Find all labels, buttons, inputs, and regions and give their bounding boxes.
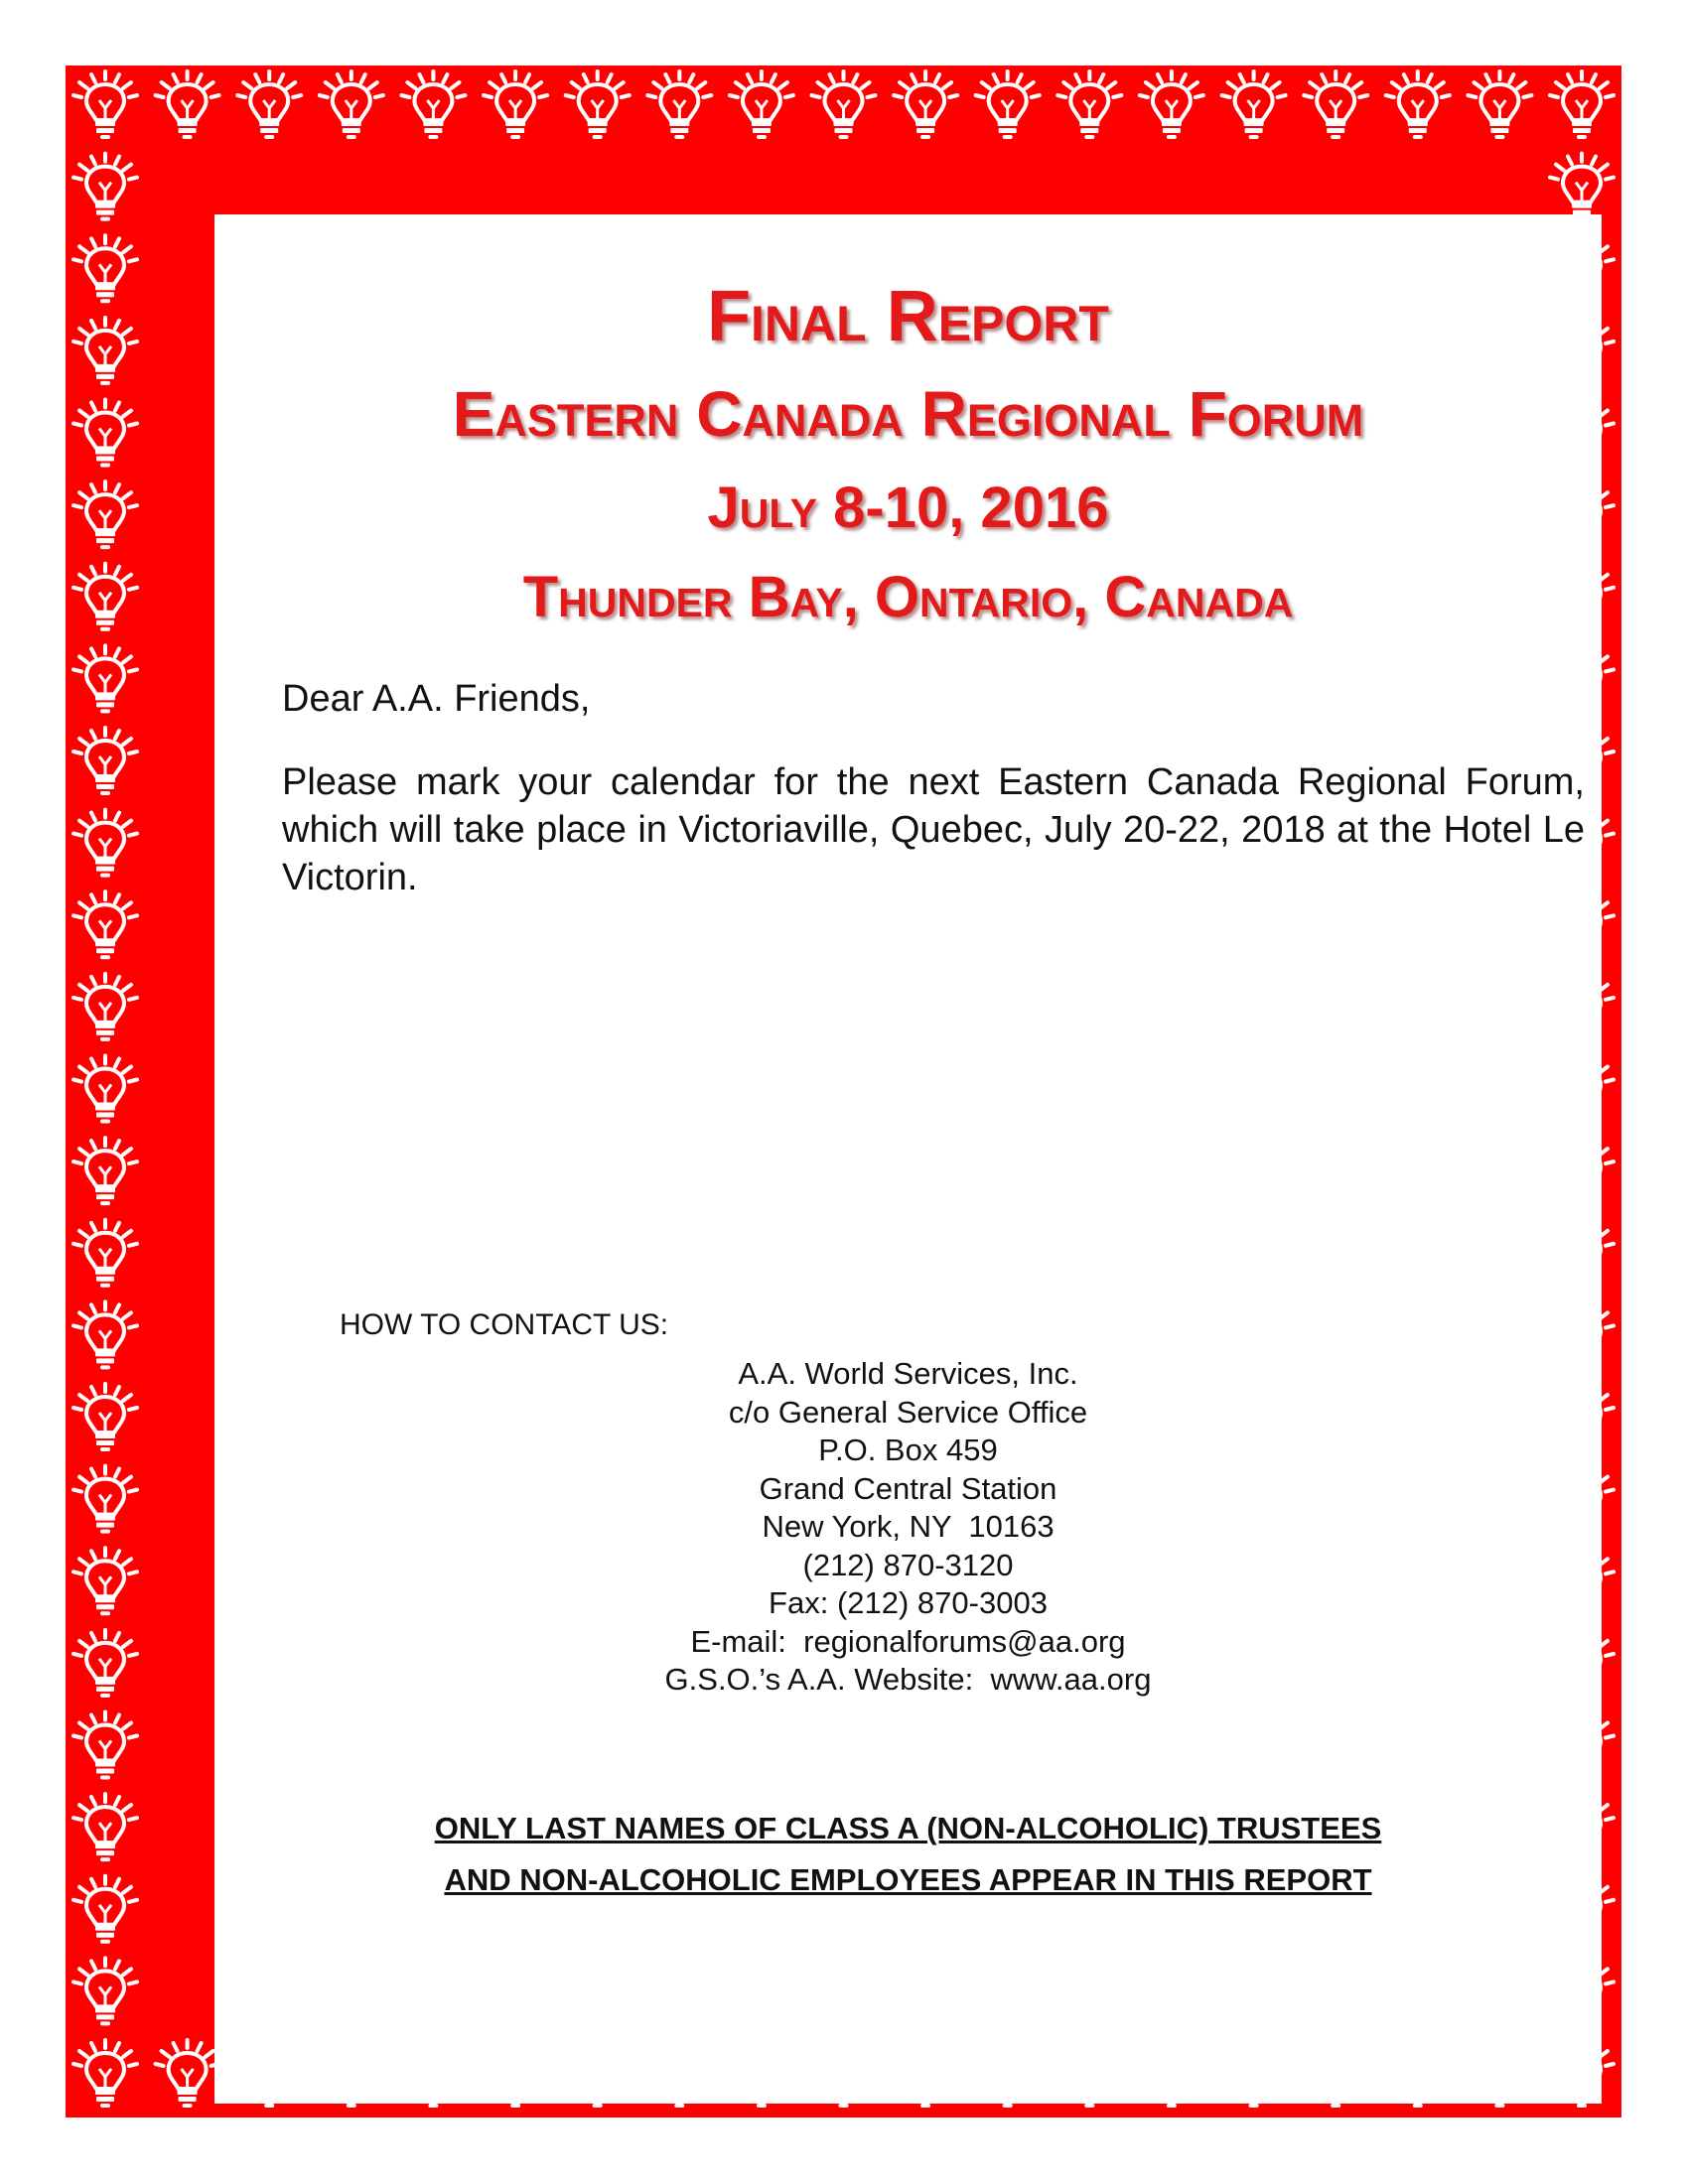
light-bulb-icon <box>320 71 383 139</box>
light-bulb-icon <box>73 1548 137 1615</box>
light-bulb-icon <box>73 1958 137 2025</box>
contact-phone: (212) 870-3120 <box>802 1547 1014 1582</box>
light-bulb-icon <box>73 810 137 878</box>
light-bulb-icon <box>73 1384 137 1451</box>
content-area <box>214 214 1602 2104</box>
contact-line: New York, NY 10163 <box>762 1509 1055 1544</box>
light-bulb-icon <box>73 1138 137 1205</box>
contact-fax: Fax: (212) 870-3003 <box>769 1585 1048 1620</box>
contact-line: Grand Central Station <box>759 1470 1057 1506</box>
decorative-border <box>66 66 1621 2117</box>
light-bulb-icon <box>484 71 547 139</box>
forum-dates: July 8-10, 2016 <box>707 476 1109 540</box>
light-bulb-icon <box>73 645 137 713</box>
contact-address <box>214 1355 1602 1700</box>
light-bulb-icon <box>1057 71 1121 139</box>
contact-email: E-mail: regionalforums@aa.org <box>690 1623 1126 1659</box>
light-bulb-icon <box>73 400 137 468</box>
light-bulb-icon <box>73 71 137 139</box>
contact-website: G.S.O.’s A.A. Website: www.aa.org <box>664 1662 1152 1697</box>
notice-line-1: ONLY LAST NAMES OF CLASS A (NON-ALCOHOLIC) TRUSTEES <box>434 1811 1382 1845</box>
light-bulb-icon <box>647 71 711 139</box>
salutation: Dear A.A. Friends, <box>282 678 591 720</box>
light-bulb-icon <box>73 481 137 549</box>
light-bulb-icon <box>1550 71 1614 139</box>
light-bulb-icon <box>73 1466 137 1534</box>
light-bulb-icon <box>1140 71 1203 139</box>
light-bulb-icon <box>730 71 793 139</box>
light-bulb-icon <box>156 2040 219 2108</box>
light-bulb-icon <box>73 1712 137 1780</box>
forum-name: Eastern Canada Regional Forum <box>452 378 1364 450</box>
contact-line: P.O. Box 459 <box>818 1433 998 1467</box>
light-bulb-icon <box>1304 71 1367 139</box>
light-bulb-icon <box>73 318 137 385</box>
contact-heading: HOW TO CONTACT US: <box>340 1308 669 1341</box>
privacy-notice <box>214 1803 1602 1906</box>
light-bulb-icon <box>401 71 465 139</box>
light-bulb-icon <box>1222 71 1286 139</box>
light-bulb-icon <box>73 1794 137 1861</box>
report-title: Final Report <box>707 277 1109 356</box>
forum-location: Thunder Bay, Ontario, Canada <box>522 565 1294 629</box>
light-bulb-icon <box>1550 154 1614 221</box>
light-bulb-icon <box>73 728 137 795</box>
light-bulb-icon <box>237 71 301 139</box>
light-bulb-icon <box>73 2040 137 2108</box>
light-bulb-icon <box>73 564 137 631</box>
light-bulb-icon <box>976 71 1040 139</box>
contact-line: c/o General Service Office <box>728 1394 1088 1430</box>
light-bulb-icon <box>73 1301 137 1369</box>
light-bulb-icon <box>1468 71 1531 139</box>
light-bulb-icon <box>73 974 137 1041</box>
light-bulb-icon <box>1386 71 1450 139</box>
light-bulb-icon <box>73 1056 137 1124</box>
light-bulb-icon <box>73 235 137 303</box>
light-bulb-icon <box>73 154 137 221</box>
notice-line-2: AND NON-ALCOHOLIC EMPLOYEES APPEAR IN THIS REPORT <box>444 1862 1372 1897</box>
contact-line: A.A. World Services, Inc. <box>738 1356 1078 1391</box>
light-bulb-icon <box>812 71 876 139</box>
light-bulb-icon <box>73 891 137 959</box>
light-bulb-icon <box>566 71 630 139</box>
light-bulb-icon <box>894 71 957 139</box>
announcement-paragraph: Please mark your calendar for the next Eastern Canada Regional Forum, which will take place in Victoriaville, Quebec, July 20-22, 2018 at the Hotel Le Victorin. <box>282 761 1585 898</box>
light-bulb-icon <box>73 1220 137 1288</box>
light-bulb-icon <box>156 71 219 139</box>
light-bulb-icon <box>73 1876 137 1944</box>
light-bulb-icon <box>73 1630 137 1698</box>
